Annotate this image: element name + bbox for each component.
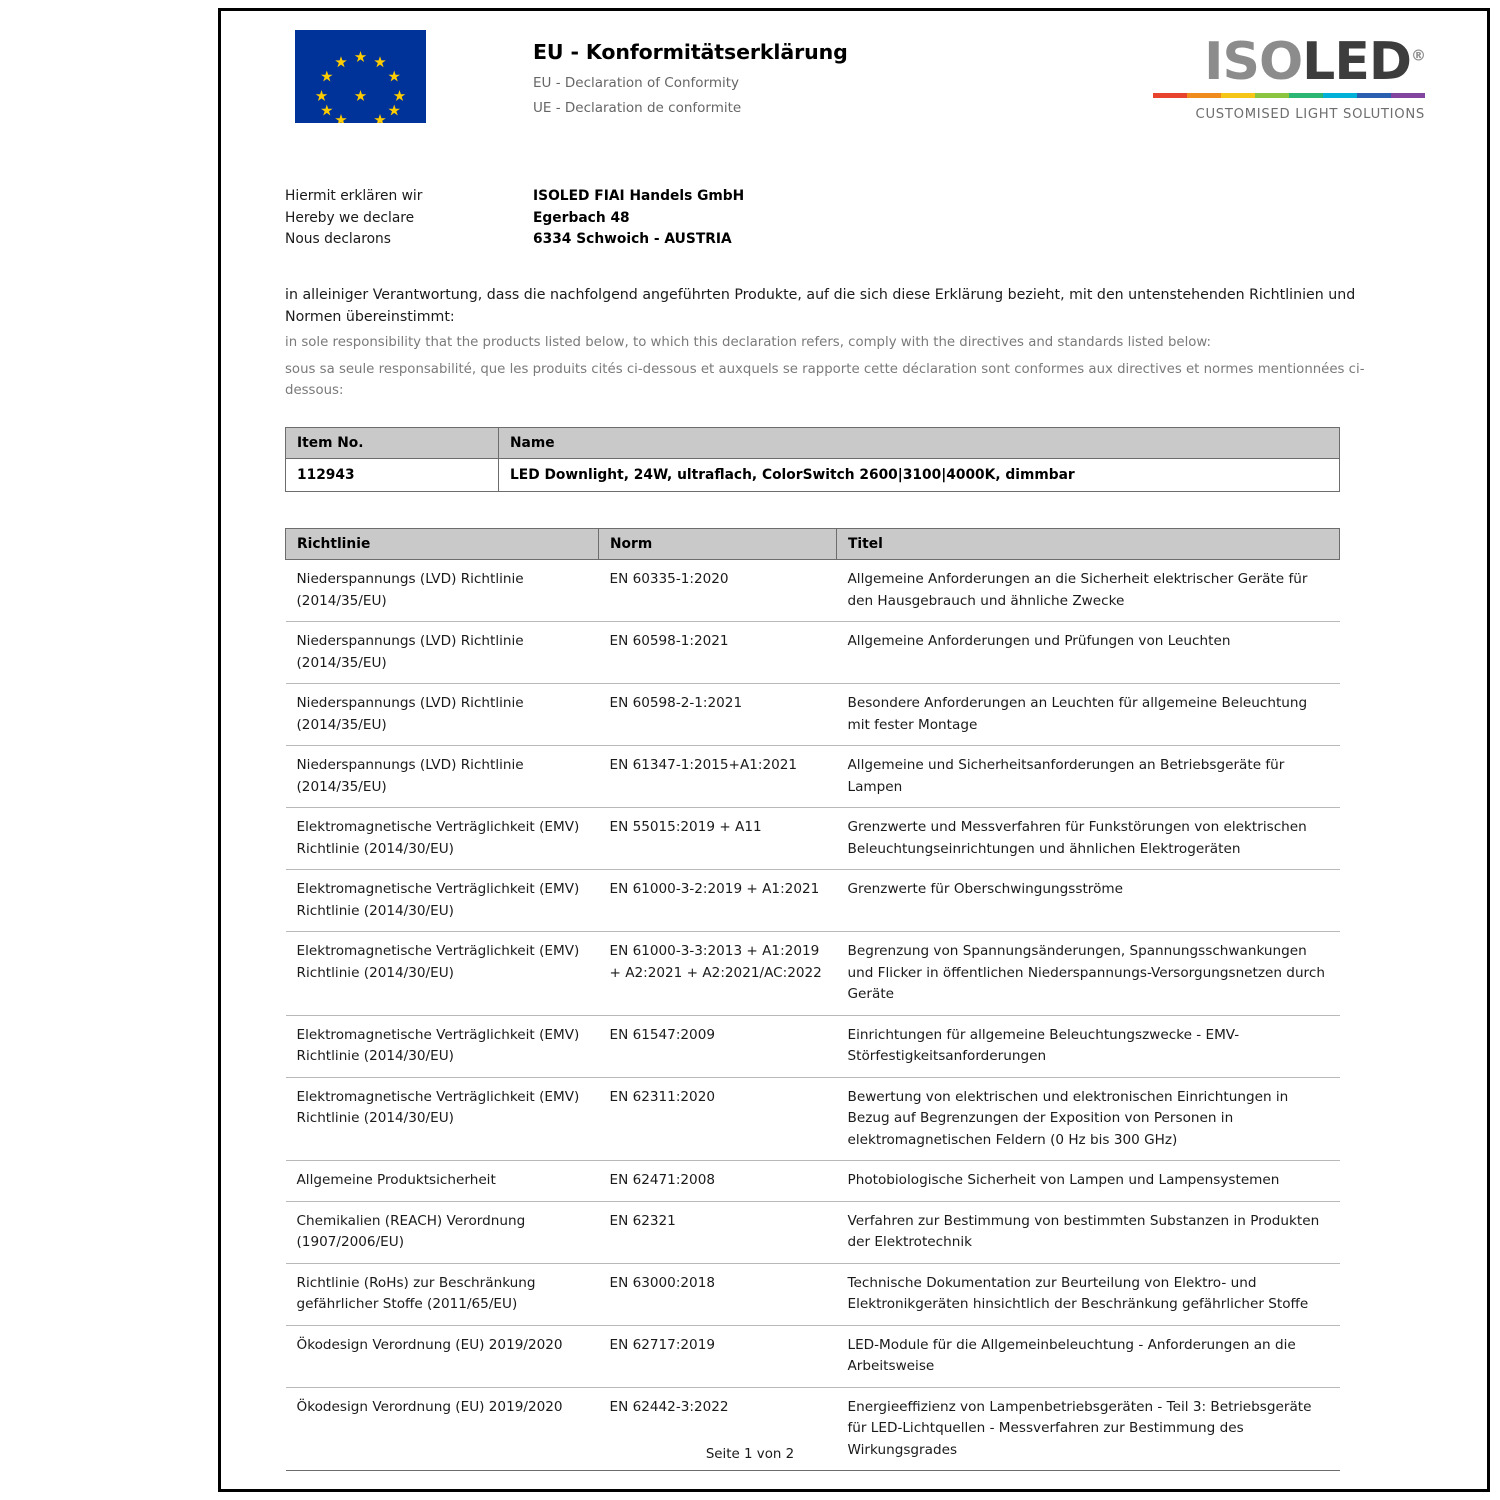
cell-richtlinie: Niederspannungs (LVD) Richtlinie (2014/35/EU) — [286, 746, 599, 808]
cell-titel: Energieeffizienz von Lampenbetriebsgeräten - Teil 3: Betriebsgeräte für LED-Lichtquellen - Messverfahren zur Bestimmung des Wirkungsgrades — [837, 1387, 1340, 1471]
cell-norm: EN 55015:2019 + A11 — [599, 808, 837, 870]
cell-norm: EN 62311:2020 — [599, 1077, 837, 1161]
table-row — [286, 1263, 1340, 1325]
logo-text-l: L — [1302, 32, 1335, 92]
cell-titel: Grenzwerte und Messverfahren für Funkstörungen von elektrischen Beleuchtungseinrichtungen und ähnlichen Elektrogeräten — [837, 808, 1340, 870]
item-name-cell: LED Downlight, 24W, ultraflach, ColorSwitch 2600|3100|4000K, dimmbar — [499, 459, 1340, 492]
table-row — [286, 622, 1340, 684]
cell-titel: Verfahren zur Bestimmung von bestimmten Substanzen in Produkten der Elektrotechnik — [837, 1201, 1340, 1263]
cell-titel: Begrenzung von Spannungsänderungen, Spannungsschwankungen und Flicker in öffentlichen Niederspannungs-Versorgungsnetzen durch Geräte — [837, 932, 1340, 1016]
page-subtitle-en: EU - Declaration of Conformity — [533, 75, 740, 91]
cell-norm: EN 63000:2018 — [599, 1263, 837, 1325]
table-row — [286, 808, 1340, 870]
declarant-label-fr: Nous declarons — [285, 231, 391, 247]
cell-norm: EN 62471:2008 — [599, 1161, 837, 1202]
cell-titel: LED-Module für die Allgemeinbeleuchtung - Anforderungen an die Arbeitsweise — [837, 1325, 1340, 1387]
page-title: EU - Konformitätserklärung — [533, 40, 848, 64]
cell-richtlinie: Allgemeine Produktsicherheit — [286, 1161, 599, 1202]
logo-text-ed: ED — [1334, 32, 1411, 92]
cell-richtlinie: Chemikalien (REACH) Verordnung (1907/2006/EU) — [286, 1201, 599, 1263]
page-subtitle-fr: UE - Declaration de conformite — [533, 100, 742, 116]
standards-header-titel: Titel — [837, 529, 1340, 560]
cell-titel: Technische Dokumentation zur Beurteilung von Elektro- und Elektronikgeräten hinsichtlich der Beschränkung gefährlicher Stoffe — [837, 1263, 1340, 1325]
cell-richtlinie: Elektromagnetische Verträglichkeit (EMV) Richtlinie (2014/30/EU) — [286, 1077, 599, 1161]
declarant-label-en: Hereby we declare — [285, 209, 415, 226]
items-header-name: Name — [499, 428, 1340, 459]
cell-norm: EN 62717:2019 — [599, 1325, 837, 1387]
table-row — [286, 1161, 1340, 1202]
company-city: 6334 Schwoich - AUSTRIA — [533, 231, 732, 247]
table-row — [286, 1077, 1340, 1161]
cell-richtlinie: Niederspannungs (LVD) Richtlinie (2014/35/EU) — [286, 684, 599, 746]
cell-richtlinie: Ökodesign Verordnung (EU) 2019/2020 — [286, 1387, 599, 1471]
eu-flag-icon — [295, 30, 426, 123]
table-row — [286, 1325, 1340, 1387]
table-header-row — [286, 428, 1340, 459]
logo-color-bars — [1153, 93, 1425, 98]
title-block — [533, 40, 848, 116]
cell-norm: EN 60598-2-1:2021 — [599, 684, 837, 746]
cell-norm: EN 61000-3-2:2019 + A1:2021 — [599, 870, 837, 932]
items-table — [285, 427, 1340, 492]
standards-table-wrapper — [285, 528, 1425, 1471]
cell-richtlinie: Elektromagnetische Verträglichkeit (EMV) Richtlinie (2014/30/EU) — [286, 1015, 599, 1077]
items-header-item-no: Item No. — [286, 428, 499, 459]
cell-richtlinie: Ökodesign Verordnung (EU) 2019/2020 — [286, 1325, 599, 1387]
logo-registered-mark: ® — [1411, 46, 1425, 65]
cell-norm: EN 61347-1:2015+A1:2021 — [599, 746, 837, 808]
cell-titel: Einrichtungen für allgemeine Beleuchtungszwecke - EMV-Störfestigkeitsanforderungen — [837, 1015, 1340, 1077]
logo-tagline: CUSTOMISED LIGHT SOLUTIONS — [1195, 107, 1425, 122]
declarant-company — [533, 186, 744, 251]
cell-titel: Besondere Anforderungen an Leuchten für allgemeine Beleuchtung mit fester Montage — [837, 684, 1340, 746]
cell-titel: Grenzwerte für Oberschwingungsströme — [837, 870, 1340, 932]
declarant-labels — [285, 186, 422, 251]
responsibility-en: in sole responsibility that the products listed below, to which this declaration refers, comply with the directives and standards listed below: — [285, 335, 1212, 350]
table-row — [286, 1201, 1340, 1263]
standards-table — [285, 528, 1340, 1471]
table-row — [286, 870, 1340, 932]
table-row — [286, 560, 1340, 622]
cell-norm: EN 61000-3-3:2013 + A1:2019 + A2:2021 + A2:2021/AC:2022 — [599, 932, 837, 1016]
logo-text-iso: ISO — [1204, 32, 1303, 92]
cell-richtlinie: Elektromagnetische Verträglichkeit (EMV) Richtlinie (2014/30/EU) — [286, 932, 599, 1016]
document-content — [285, 28, 1425, 1471]
company-street: Egerbach 48 — [533, 209, 630, 226]
cell-norm: EN 60335-1:2020 — [599, 560, 837, 622]
cell-norm: EN 61547:2009 — [599, 1015, 837, 1077]
cell-titel: Allgemeine Anforderungen an die Sicherheit elektrischer Geräte für den Hausgebrauch und ähnliche Zwecke — [837, 560, 1340, 622]
responsibility-fr: sous sa seule responsabilité, que les produits cités ci-dessous et auxquels se rapporte cette déclaration sont conformes aux directives et normes mentionnées ci-dessous: — [285, 362, 1365, 398]
responsibility-de: in alleiniger Verantwortung, dass die nachfolgend angeführten Produkte, auf die sich diese Erklärung bezieht, mit den untenstehenden Richtlinien und Normen übereinstimmt: — [285, 287, 1356, 325]
cell-norm: EN 62442-3:2022 — [599, 1387, 837, 1471]
cell-richtlinie: Richtlinie (RoHs) zur Beschränkung gefährlicher Stoffe (2011/65/EU) — [286, 1263, 599, 1325]
table-row — [286, 684, 1340, 746]
standards-header-richtlinie: Richtlinie — [286, 529, 599, 560]
table-row — [286, 932, 1340, 1016]
responsibility-block — [285, 284, 1425, 401]
table-row — [286, 746, 1340, 808]
cell-norm: EN 60598-1:2021 — [599, 622, 837, 684]
cell-titel: Allgemeine und Sicherheitsanforderungen an Betriebsgeräte für Lampen — [837, 746, 1340, 808]
declarant-block — [285, 186, 1425, 252]
item-no-cell: 112943 — [286, 459, 499, 492]
cell-titel: Photobiologische Sicherheit von Lampen und Lampensystemen — [837, 1161, 1340, 1202]
cell-richtlinie: Elektromagnetische Verträglichkeit (EMV) Richtlinie (2014/30/EU) — [286, 870, 599, 932]
page-footer: Seite 1 von 2 — [705, 1447, 795, 1462]
table-row — [286, 1015, 1340, 1077]
table-row — [286, 459, 1340, 492]
logo-wordmark — [1145, 32, 1425, 92]
cell-titel: Bewertung von elektrischen und elektronischen Einrichtungen in Bezug auf Begrenzungen der Exposition von Personen in elektromagnetischen Feldern (0 Hz bis 300 GHz) — [837, 1077, 1340, 1161]
table-header-row — [286, 529, 1340, 560]
items-table-wrapper — [285, 427, 1425, 492]
company-name: ISOLED FIAI Handels GmbH — [533, 188, 745, 204]
standards-header-norm: Norm — [599, 529, 837, 560]
cell-richtlinie: Elektromagnetische Verträglichkeit (EMV) Richtlinie (2014/30/EU) — [286, 808, 599, 870]
cell-titel: Allgemeine Anforderungen und Prüfungen von Leuchten — [837, 622, 1340, 684]
isoled-logo — [1145, 32, 1425, 122]
declarant-label-de: Hiermit erklären wir — [285, 188, 423, 204]
cell-richtlinie: Niederspannungs (LVD) Richtlinie (2014/35/EU) — [286, 622, 599, 684]
cell-richtlinie: Niederspannungs (LVD) Richtlinie (2014/35/EU) — [286, 560, 599, 622]
cell-norm: EN 62321 — [599, 1201, 837, 1263]
document-header — [285, 28, 1425, 138]
